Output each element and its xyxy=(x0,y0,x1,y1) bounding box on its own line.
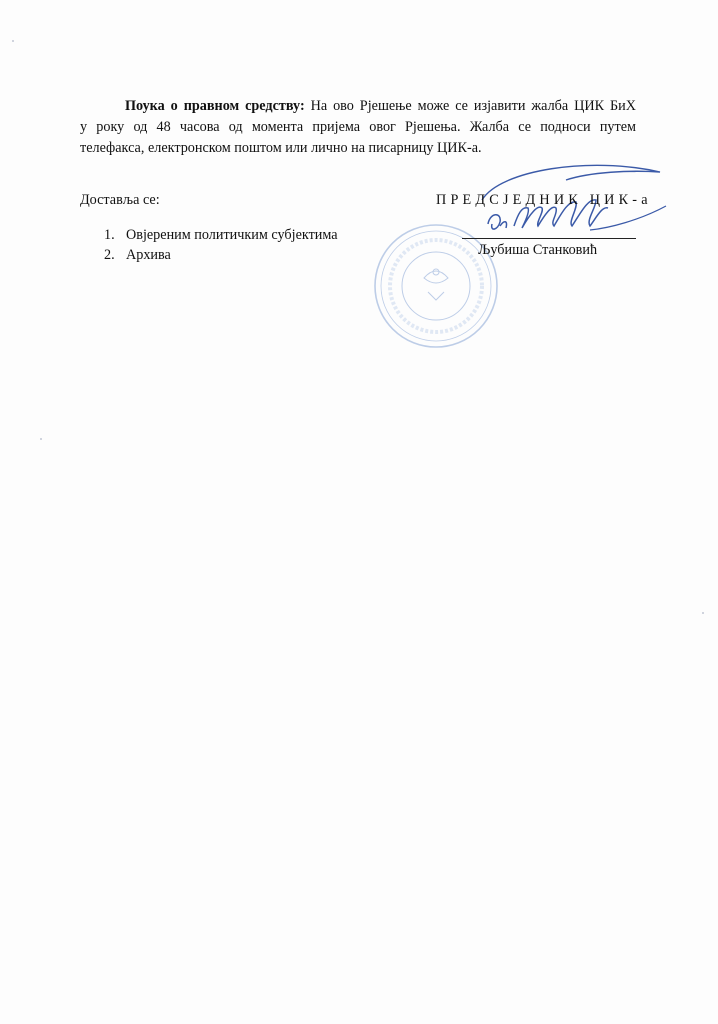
instruction-line-1 xyxy=(80,96,636,117)
list-item-text: Овјереним политичким субјектима xyxy=(126,227,338,243)
instruction-line-2: у року од 48 часова од момента пријема овог Рјешења. Жалба се подноси путем xyxy=(80,119,636,135)
scan-speck xyxy=(12,40,14,42)
signatory-name: Љубиша Станковић xyxy=(478,242,598,258)
list-item xyxy=(104,225,338,245)
scan-speck xyxy=(40,438,42,440)
signatory-title: ПРЕДСЈЕДНИК ЦИК-а xyxy=(436,192,652,208)
instruction-heading: Поука о правном средству: xyxy=(125,98,305,114)
scan-speck xyxy=(702,612,704,614)
legal-remedy-instruction xyxy=(80,96,636,159)
list-item xyxy=(104,245,338,265)
delivery-list xyxy=(104,225,338,265)
signature-line xyxy=(462,238,636,239)
list-item-text: Архива xyxy=(126,247,171,263)
instruction-line-3: телефакса, електронском поштом или лично на писарницу ЦИК-а. xyxy=(80,140,482,156)
instruction-line-1-text: На ово Рјешење може се изјавити жалба ЦИК БиХ xyxy=(304,98,637,114)
list-item-number: 1. xyxy=(104,227,115,243)
delivery-label: Достављa се: xyxy=(80,192,160,208)
list-item-number: 2. xyxy=(104,247,115,263)
